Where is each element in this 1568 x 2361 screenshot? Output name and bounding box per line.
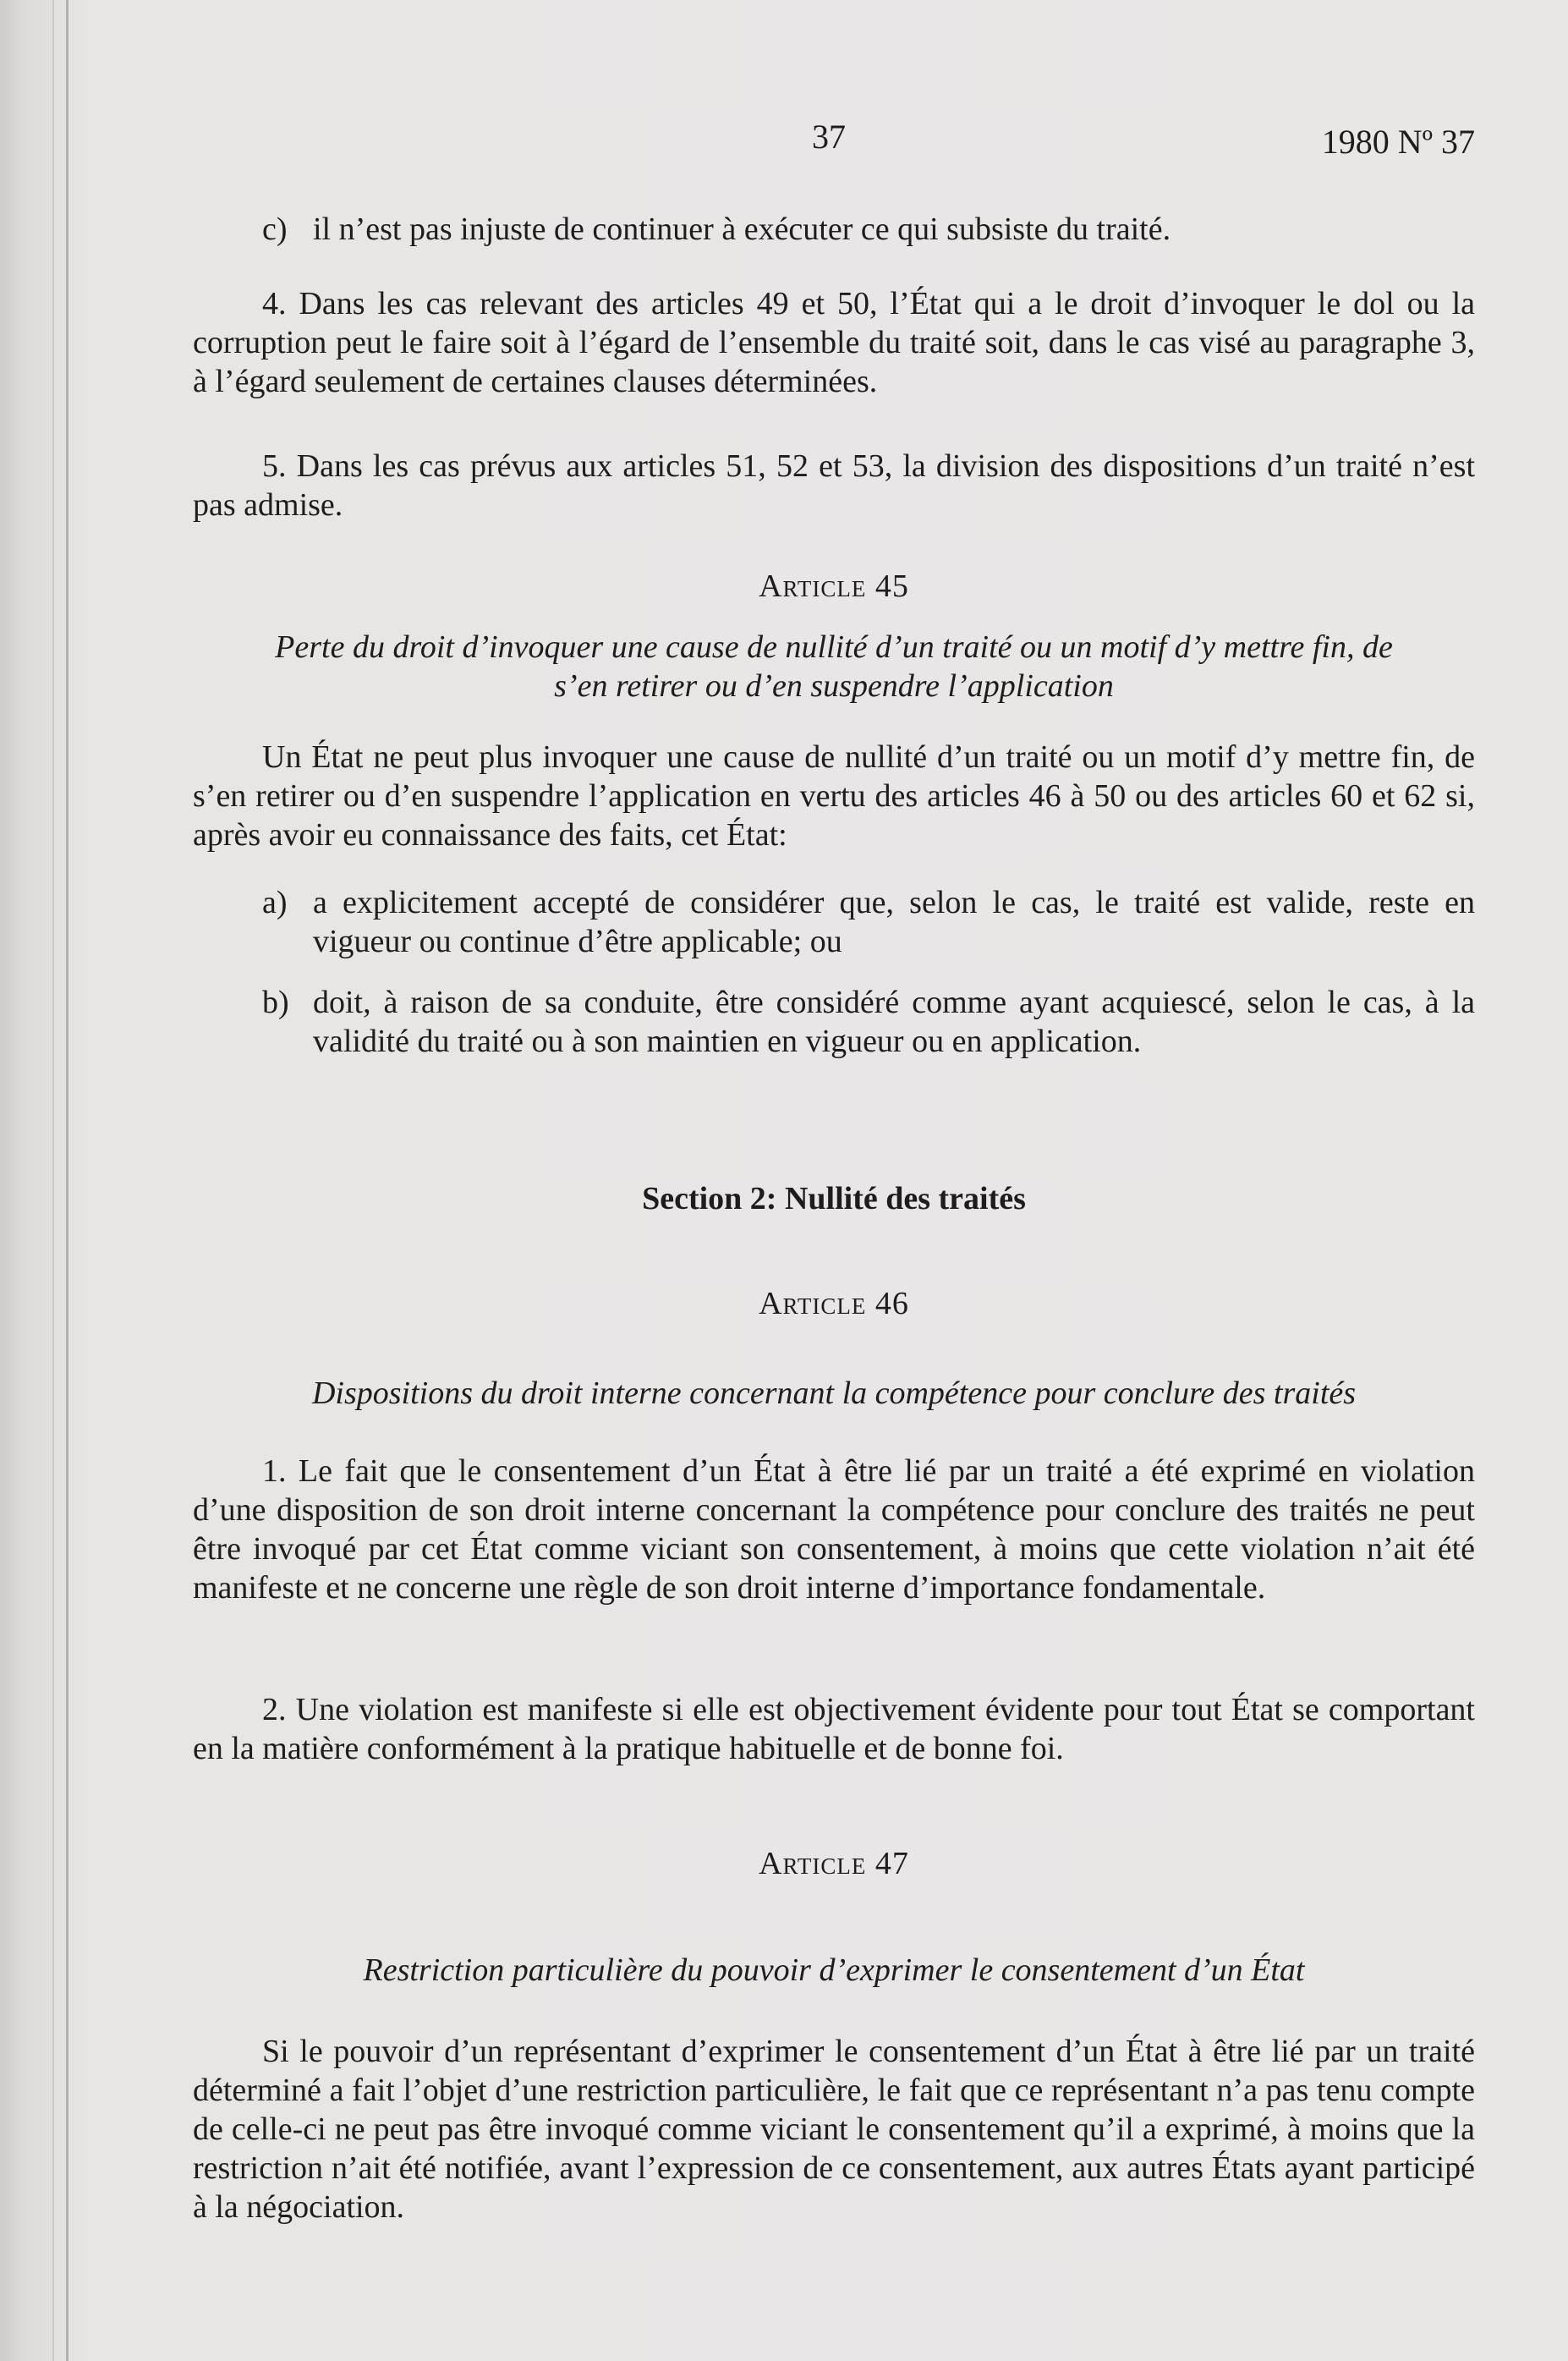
item-text: il n’est pas injuste de continuer à exécuter ce qui subsiste du traité. xyxy=(313,211,1171,247)
item-label: c) xyxy=(262,211,288,247)
paragraph-text: Un État ne peut plus invoquer une cause de nullité d’un traité ou un motif d’y mettre fin, de s’en retirer ou d’en suspendre l’application en vertu des articles 46 à 50 ou des articles 60 et 62 si, après avoir eu connaissance des faits, cet État: xyxy=(193,739,1475,853)
article-45-item-b xyxy=(193,983,1475,1061)
paragraph-text: 4. Dans les cas relevant des articles 49 et 50, l’État qui a le droit d’invoquer le dol ou la corruption peut le faire soit à l’égard de l’ensemble du traité soit, dans le cas visé au paragraphe 3, à l’égard seulement de certaines clauses déterminées. xyxy=(193,286,1475,399)
item-label: a) xyxy=(262,885,288,920)
article-47-title: Restriction particulière du pouvoir d’exprimer le consentement d’un État xyxy=(363,1952,1305,1988)
paragraph-text: 1. Le fait que le consentement d’un État à être lié par un traité a été exprimé en violation d’une disposition de son droit interne concernant la compétence pour conclure des traités ne peut être invoqué par cet État comme viciant son consentement, à moins que cette violation n’ait été manifeste et ne concerne une règle de son droit interne d’importance fondamentale. xyxy=(193,1453,1475,1606)
article-47-heading: Article 47 xyxy=(759,1846,909,1881)
article-46-title: Dispositions du droit interne concernant la compétence pour conclure des traités xyxy=(311,1375,1357,1411)
item-text: doit, à raison de sa conduite, être considéré comme ayant acquiescé, selon le cas, à la validité du traité ou à son maintien en vigueur ou en application. xyxy=(313,985,1475,1059)
paragraph-text: Si le pouvoir d’un représentant d’exprimer le consentement d’un État à être lié par un traité déterminé a fait l’objet d’une restriction particulière, le fait que ce représentant n’a pas tenu compte de celle-ci ne peut pas être invoqué comme viciant le consentement qu’il a exprimé, à moins que la restriction n’ait été notifiée, avant l’expression de ce consentement, aux autres États ayant participé à la négociation. xyxy=(193,2034,1475,2225)
page-binding-shadow xyxy=(52,0,54,2361)
paragraph-text: 2. Une violation est manifeste si elle est objectivement évidente pour tout État se comportant en la matière conformément à la pratique habituelle et de bonne foi. xyxy=(193,1692,1475,1766)
section-2-heading: Section 2: Nullité des traités xyxy=(642,1181,1026,1216)
article-46-paragraph-2 xyxy=(193,1690,1475,1768)
page-number: 37 xyxy=(812,118,846,156)
article-45-heading: Article 45 xyxy=(759,568,909,604)
article-46-heading: Article 46 xyxy=(759,1286,909,1321)
paragraph-5 xyxy=(193,447,1475,524)
article-45-body xyxy=(193,738,1475,854)
page-binding-edge xyxy=(66,0,69,2361)
volume-reference: 1980 Nº 37 xyxy=(1321,123,1475,161)
article-45-title: Perte du droit d’invoquer une cause de nullité d’un traité ou un motif d’y mettre fin, de s’en retirer ou d’en suspendre l’application xyxy=(275,629,1393,704)
item-text: a explicitement accepté de considérer que, selon le cas, le traité est valide, reste en vigueur ou continue d’être applicable; ou xyxy=(313,885,1475,959)
article-46-paragraph-1 xyxy=(193,1452,1475,1607)
paragraph-text: 5. Dans les cas prévus aux articles 51, 52 et 53, la division des dispositions d’un traité n’est pas admise. xyxy=(193,448,1475,523)
paragraph-4 xyxy=(193,284,1475,401)
article-47-body xyxy=(193,2032,1475,2226)
article-45-item-a xyxy=(193,883,1475,961)
item-label: b) xyxy=(262,985,289,1020)
page-header xyxy=(0,117,1568,167)
item-c xyxy=(193,210,1475,249)
